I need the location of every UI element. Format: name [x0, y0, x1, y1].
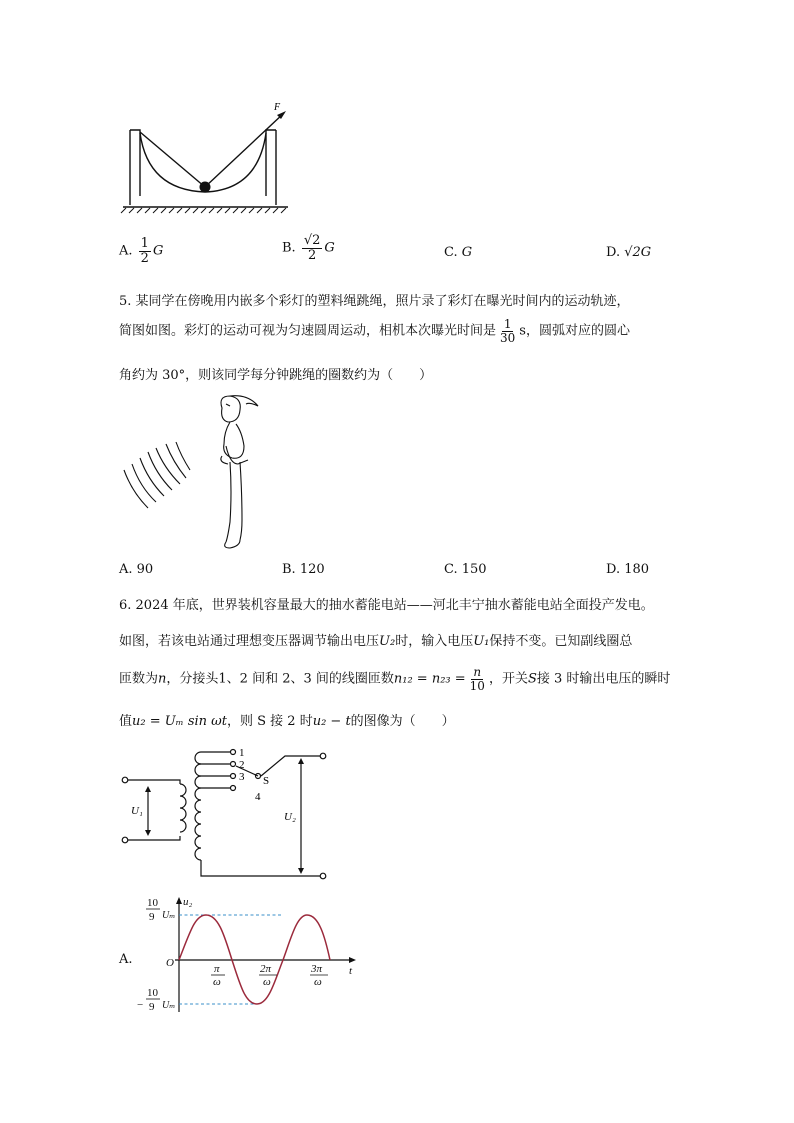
q6-option-a-label[interactable]: A.: [119, 952, 133, 967]
svg-text:Uₘ: Uₘ: [162, 1000, 176, 1011]
q4-option-b[interactable]: B. $\frac{√2}{2}$ G: [282, 233, 335, 263]
svg-text:2: 2: [239, 759, 245, 771]
svg-text:−: −: [137, 999, 144, 1011]
q6-line-2: 如图，若该电站通过理想变压器调节输出电压U₂时，输入电压U₁保持不变。已知副线圈总: [119, 634, 633, 649]
svg-text:ω: ω: [314, 976, 322, 988]
force-label: F: [274, 102, 281, 113]
q6-line-3: 匝数为n，分接头1、2 间和 2、3 间的线圈匝数n₁₂ = n₂₃ = $\frac{n}{10}$ ，开关S接 3 时输出电压的瞬时: [119, 665, 671, 693]
svg-text:9: 9: [149, 1001, 155, 1013]
q5-line-1: 5. 某同学在傍晚用内嵌多个彩灯的塑料绳跳绳，照片录了彩灯在曝光时间内的运动轨迹，: [119, 294, 630, 309]
svg-text:10: 10: [147, 987, 158, 999]
q5-option-d[interactable]: D. 180: [606, 562, 650, 577]
q4-option-c[interactable]: C. G: [444, 245, 473, 260]
q4-option-a[interactable]: A. $\frac{1}{2}$ G: [119, 236, 164, 266]
svg-text:1: 1: [239, 747, 245, 759]
q5-option-a[interactable]: A. 90: [119, 562, 154, 577]
q5-option-c[interactable]: C. 150: [444, 562, 487, 577]
svg-text:4: 4: [255, 791, 261, 803]
svg-text:u₂: u₂: [183, 896, 193, 908]
svg-text:3: 3: [239, 771, 245, 783]
svg-text:ω: ω: [263, 976, 271, 988]
q5-jump-rope-figure: [118, 392, 293, 552]
q5-option-b[interactable]: B. 120: [282, 562, 325, 577]
svg-text:π: π: [214, 963, 220, 975]
q4-option-d[interactable]: D. √2G: [606, 245, 652, 260]
q6-transformer-circuit: [115, 740, 335, 885]
q5-line-2: 简图如图。彩灯的运动可视为匀速圆周运动，相机本次曝光时间是 $\frac{1}{30}$ s，圆弧对应的圆心: [119, 317, 630, 345]
q6-option-a-graph: [135, 892, 365, 1024]
svg-text:U₂: U₂: [284, 811, 296, 823]
svg-text:O: O: [166, 957, 174, 969]
svg-text:ω: ω: [213, 976, 221, 988]
svg-text:3π: 3π: [311, 963, 323, 975]
svg-text:10: 10: [147, 897, 158, 909]
q4-bowl-figure: [118, 100, 298, 215]
q5-line-3: 角约为 30°，则该同学每分钟跳绳的圈数约为（ ）: [119, 368, 433, 383]
svg-text:Uₘ: Uₘ: [162, 910, 176, 921]
ball: [200, 182, 211, 193]
svg-text:U₁: U₁: [131, 805, 143, 817]
q6-line-1: 6. 2024 年底，世界装机容量最大的抽水蓄能电站——河北丰宁抽水蓄能电站全面投产发电。: [119, 598, 654, 613]
svg-text:2π: 2π: [260, 963, 272, 975]
svg-text:t: t: [349, 965, 353, 977]
q6-line-4: 值u₂ = Uₘ sin ωt，则 S 接 2 时u₂ − t的图像为（ ）: [119, 714, 455, 729]
svg-text:9: 9: [149, 911, 155, 923]
svg-text:S: S: [263, 775, 270, 787]
